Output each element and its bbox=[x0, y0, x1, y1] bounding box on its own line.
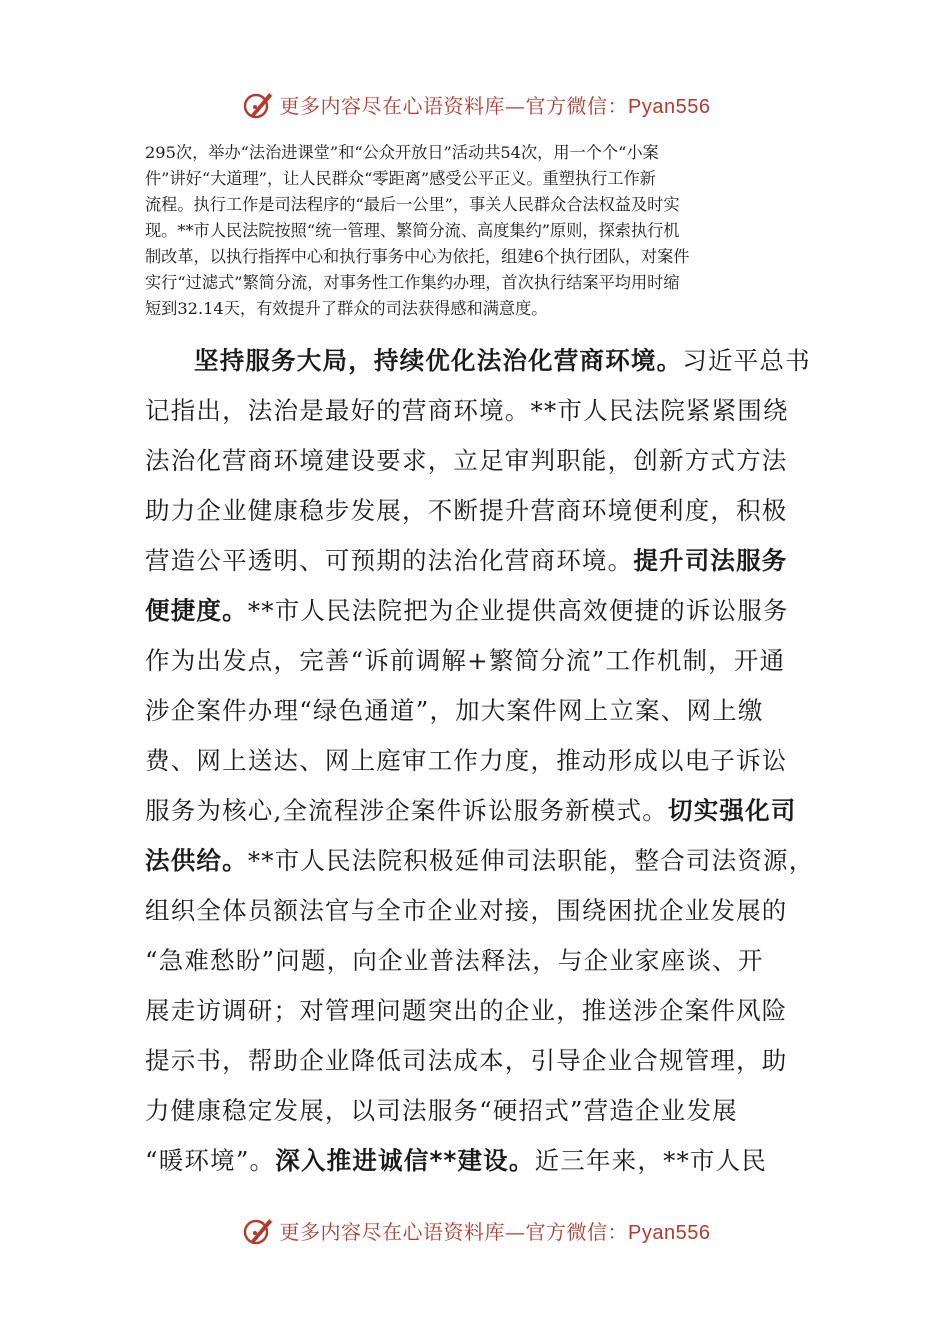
small-line-2: 件”讲好“大道理”，让人民群众“零距离”感受公平正义。重塑执行工作新 bbox=[145, 169, 656, 188]
main-line-17: “暖环境”。深入推进诚信**建设。近三年来，**市人民 bbox=[145, 1146, 768, 1175]
main-line-15: 提示书，帮助企业降低司法成本，引导企业合规管理，助 bbox=[145, 1046, 788, 1075]
main-line-11: 法供给。**市人民法院积极延伸司法职能，整合司法资源， bbox=[145, 846, 815, 875]
small-line-1: 295次，举办“法治进课堂”和“公众开放日”活动共54次，用一个个“小案 bbox=[145, 143, 659, 162]
header-banner bbox=[0, 84, 950, 124]
main-line-14: 展走访调研；对管理问题突出的企业，推送涉企案件风险 bbox=[145, 996, 788, 1025]
heading-service-convenience: 提升司法服务 bbox=[633, 546, 788, 575]
heading-integrity: 深入推进诚信**建设。 bbox=[275, 1146, 535, 1175]
header-wechat-id: Pyan556 bbox=[628, 95, 711, 118]
header-banner-text: 更多内容尽在心语资料库—官方微信：Pyan556 bbox=[279, 93, 711, 118]
small-line-4: 现。**市人民法院按照“统一管理、繁简分流、高度集约”原则，探索执行机 bbox=[145, 221, 680, 240]
main-line-16: 力健康稳定发展，以司法服务“硬招式”营造企业发展 bbox=[145, 1096, 738, 1125]
main-line-1: 坚持服务大局，持续优化法治化营商环境。习近平总书 bbox=[194, 346, 811, 375]
heading-serve-overall: 坚持服务大局，持续优化法治化营商环境。 bbox=[194, 346, 683, 375]
small-line-7: 短到32.14天，有效提升了群众的司法获得感和满意度。 bbox=[145, 299, 548, 318]
pen-logo-icon bbox=[240, 1212, 276, 1248]
main-line-8: 涉企案件办理“绿色通道”，加大案件网上立案、网上缴 bbox=[145, 696, 764, 725]
small-line-5: 制改革，以执行指挥中心和执行事务中心为依托，组建6个执行团队，对案件 bbox=[145, 247, 690, 266]
heading-judicial-supply: 切实强化司 bbox=[668, 796, 797, 825]
footer-banner bbox=[0, 1210, 950, 1250]
footer-banner-text: 更多内容尽在心语资料库—官方微信：Pyan556 bbox=[279, 1219, 711, 1244]
main-line-3: 法治化营商环境建设要求，立足审判职能，创新方式方法 bbox=[145, 446, 788, 475]
main-line-7: 作为出发点，完善“诉前调解+繁简分流”工作机制，开通 bbox=[145, 646, 786, 675]
main-line-10: 服务为核心,全流程涉企案件诉讼服务新模式。切实强化司 bbox=[145, 796, 797, 825]
main-line-2: 记指出，法治是最好的营商环境。**市人民法院紧紧围绕 bbox=[145, 396, 789, 425]
small-line-3: 流程。执行工作是司法程序的“最后一公里”，事关人民群众合法权益及时实 bbox=[145, 195, 680, 214]
main-paragraph bbox=[145, 336, 815, 1186]
main-line-13: “急难愁盼”问题，向企业普法释法，与企业家座谈、开 bbox=[145, 946, 764, 975]
main-line-4: 助力企业健康稳步发展，不断提升营商环境便利度，积极 bbox=[145, 496, 788, 525]
small-line-6: 实行“过滤式”繁简分流，对事务性工作集约办理，首次执行结案平均用时缩 bbox=[145, 273, 680, 292]
pen-logo-icon bbox=[240, 86, 276, 122]
main-line-12: 组织全体员额法官与全市企业对接，围绕困扰企业发展的 bbox=[145, 896, 788, 925]
main-line-6: 便捷度。**市人民法院把为企业提供高效便捷的诉讼服务 bbox=[145, 596, 789, 625]
small-paragraph bbox=[145, 140, 807, 322]
main-line-9: 费、网上送达、网上庭审工作力度，推动形成以电子诉讼 bbox=[145, 746, 788, 775]
footer-wechat-id: Pyan556 bbox=[628, 1221, 711, 1244]
main-line-5: 营造公平透明、可预期的法治化营商环境。提升司法服务 bbox=[145, 546, 788, 575]
